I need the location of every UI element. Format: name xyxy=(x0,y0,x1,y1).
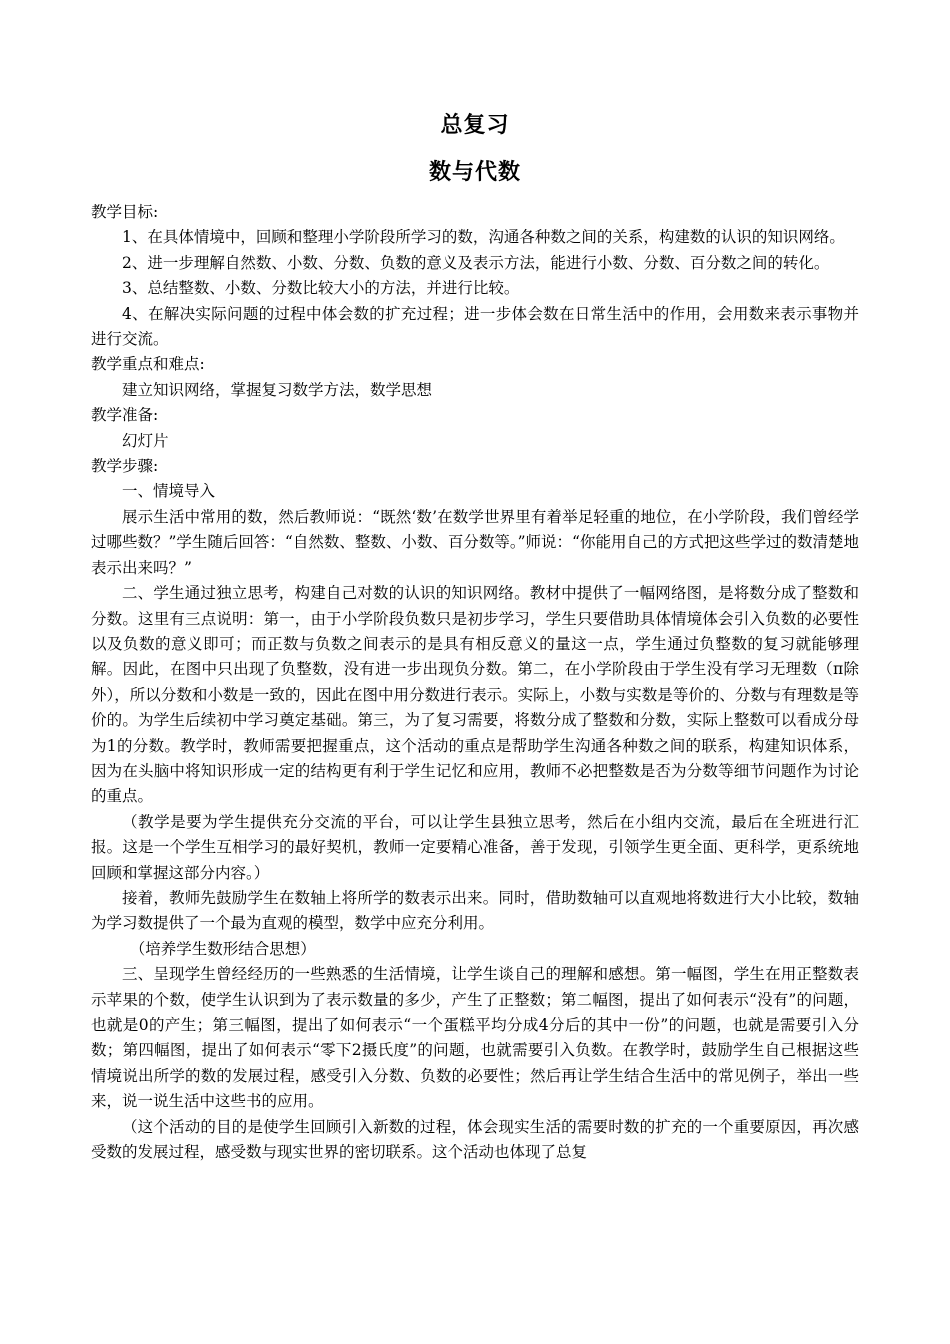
teaching-goal-item: 3、总结整数、小数、分数比较大小的方法，并进行比较。 xyxy=(122,279,520,298)
document-subtitle: 数与代数 xyxy=(428,160,521,185)
key-points-text: 建立知识网络，掌握复习数学方法，数学思想 xyxy=(122,380,433,399)
teaching-goal-item: 2、进一步理解自然数、小数、分数、负数的意义及表示方法，能进行小数、分数、百分数之间的转化。 xyxy=(122,253,830,272)
document-body xyxy=(91,200,859,1165)
teaching-goals-heading: 教学目标: xyxy=(91,203,159,221)
step-three-paragraph: 三、呈现学生曾经经历的一些熟悉的生活情境，让学生谈自己的理解和感想。第一幅图，学生在用正整数表示苹果的个数，使学生认识到为了表示数量的多少，产生了正整数；第二幅图，提出了如何表示“没有”的问题，也就是0的产生；第三幅图，提出了如何表示“一个蛋糕平均分成4分后的其中一份”的问题，也就是需要引入分数；第四幅图，提出了如何表示“零下2摄氏度”的问题，也就需要引入负数。在教学时，鼓励学生自己根据这些情境说出所学的数的发展过程，感受引入分数、负数的必要性；然后再让学生结合生活中的常见例子，举出一些来，说一说生活中这些书的应用。 xyxy=(91,965,859,1111)
document-title: 总复习 xyxy=(440,113,510,138)
step-one-heading: 一、情境导入 xyxy=(122,482,216,501)
teaching-goal-item: 1、在具体情境中，回顾和整理小学阶段所学习的数，沟通各种数之间的关系，构建数的认识的知识网络。 xyxy=(122,228,845,247)
teaching-steps-heading: 教学步骤: xyxy=(91,457,159,476)
step-one-paragraph: 展示生活中常用的数，然后教师说：“既然‘数’在数学世界里有着举足轻重的地位，在小学阶段，我们曾经学过哪些数？”学生随后回答：“自然数、整数、小数、百分数等。”师说：“你能用自己的方式把这些学过的数清楚地表示出来吗？” xyxy=(91,507,859,577)
step-two-idea: （培养学生数形结合思想） xyxy=(129,939,316,958)
step-two-followup: 接着，教师先鼓励学生在数轴上将所学的数表示出来。同时，借助数轴可以直观地将数进行大小比较，数轴为学习数提供了一个最为直观的模型，数学中应充分利用。 xyxy=(91,888,859,933)
key-points-heading: 教学重点和难点: xyxy=(91,355,205,374)
preparation-text: 幻灯片 xyxy=(122,431,169,450)
step-two-paragraph: 二、学生通过独立思考，构建自己对数的认识的知识网络。教材中提供了一幅网络图，是将数分成了整数和分数。这里有三点说明：第一，由于小学阶段负数只是初步学习，学生只要借助具体情境体会引入负数的必要性以及负数的意义即可；而正数与负数之间表示的是具有相反意义的量这一点，学生通过负整数的复习就能够理解。因此，在图中只出现了负整数，没有进一步出现负分数。第二，在小学阶段由于学生没有学习无理数（π除外），所以分数和小数是一致的，因此在图中用分数进行表示。实际上，小数与实数是等价的、分数与有理数是等价的。为学生后续初中学习奠定基础。第三，为了复习需要，将数分成了整数和分数，实际上整数可以看成分母为1的分数。教学时，教师需要把握重点，这个活动的重点是帮助学生沟通各种数之间的联系，构建知识体系，因为在头脑中将知识形成一定的结构更有利于学生记忆和应用，教师不必把整数是否为分数等细节问题作为讨论的重点。 xyxy=(91,584,859,806)
teaching-goal-item: 4、在解决实际问题的过程中体会数的扩充过程；进一步体会数在日常生活中的作用，会用数来表示事物并进行交流。 xyxy=(91,304,859,349)
preparation-heading: 教学准备: xyxy=(91,406,159,425)
step-three-note: （这个活动的目的是使学生回顾引入新数的过程，体会现实生活的需要时数的扩充的一个重要原因，再次感受数的发展过程，感受数与现实世界的密切联系。这个活动也体现了总复 xyxy=(91,1117,859,1162)
step-two-note: （教学是要为学生提供充分交流的平台，可以让学生县独立思考，然后在小组内交流，最后在全班进行汇报。这是一个学生互相学习的最好契机，教师一定要精心准备，善于发现，引领学生更全面、更科学，更系统地回顾和掌握这部分内容。） xyxy=(91,812,859,882)
